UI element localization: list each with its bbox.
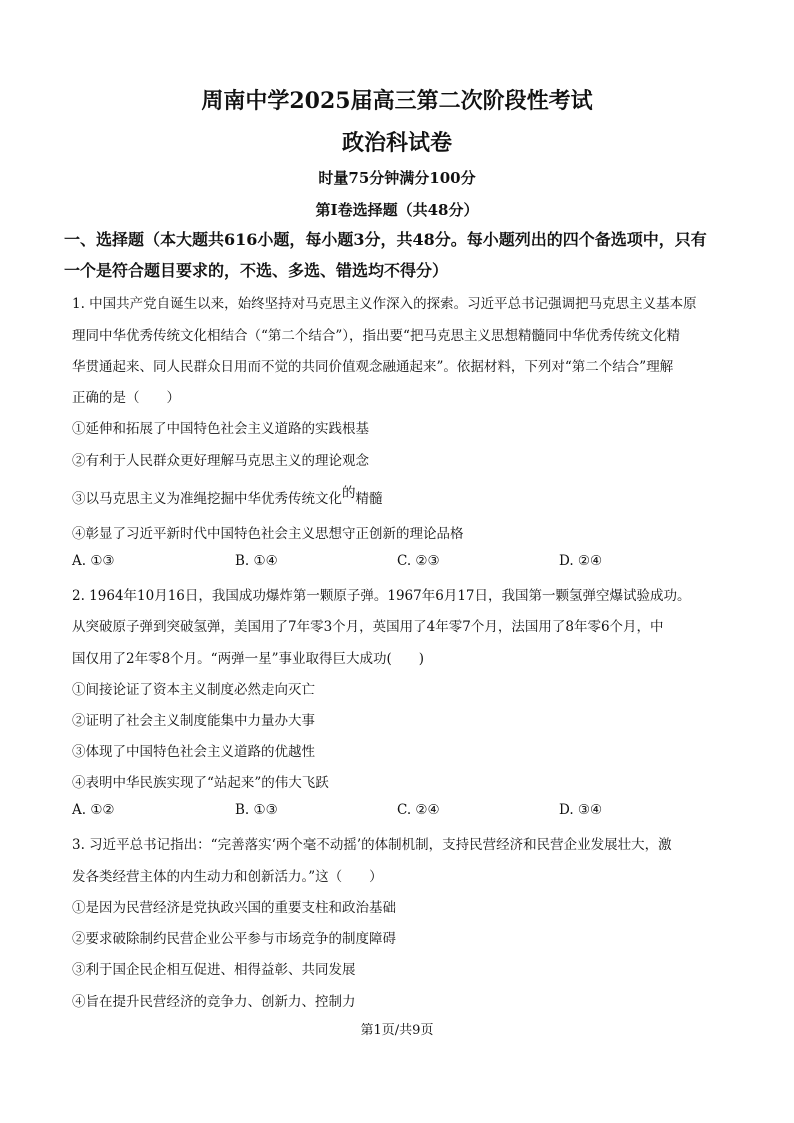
question-stem-line: 2. 1964年10月16日，我国成功爆炸第一颗原子弹。1967年6月17日，我国第一颗氢弹空爆试验成功。 [72, 588, 691, 604]
answer-option-b: B. ①④ [235, 553, 278, 569]
question-statement: ①延伸和拓展了中国特色社会主义道路的实践根基 [72, 421, 369, 437]
question-statement [72, 487, 383, 507]
question-stem-line: 国仅用了2年零8个月。“两弹一星”事业取得巨大成功( ) [72, 651, 425, 667]
answer-option-c: C. ②④ [397, 802, 440, 818]
question-statement: ③体现了中国特色社会主义道路的优越性 [72, 744, 315, 760]
question-stem-line: 从突破原子弹到突破氢弹，美国用了7年零3个月，英国用了4年零7个月，法国用了8年零6个月，中 [72, 619, 664, 635]
answer-option-d: D. ②④ [559, 553, 603, 569]
question-stem-line: 发各类经营主体的内生动力和创新活力。”这（ ） [72, 869, 383, 885]
answer-option-a: A. ①③ [72, 553, 115, 569]
question-statement: ①是因为民营经济是党执政兴国的重要支柱和政治基础 [72, 900, 396, 916]
question-statement: ④彰显了习近平新时代中国特色社会主义思想守正创新的理论品格 [72, 526, 464, 542]
statement-text: ③以马克思主义为准绳挖掘中华优秀传统文化 [72, 491, 342, 507]
answer-option-a: A. ①② [72, 802, 115, 818]
question-statement: ②有利于人民群众更好理解马克思主义的理论观念 [72, 453, 369, 469]
question-stem-line: 华贯通起来、同人民群众日用而不觉的共同价值观念融通起来”。依据材料，下列对“第二个结合”理解 [72, 359, 674, 375]
section-instructions [64, 224, 736, 286]
page-number: 第1页/共9页 [360, 1023, 434, 1038]
part-title: 第Ⅰ卷选择题（共48分） [315, 201, 479, 219]
answer-option-c: C. ②③ [397, 553, 440, 569]
subject-title: 政治科试卷 [341, 130, 452, 156]
statement-superscript: 的 [342, 485, 356, 501]
exam-title: 周南中学2025届高三第二次阶段性考试 [201, 88, 593, 114]
question-stem-line: 正确的是（ ） [72, 390, 180, 406]
answer-option-b: B. ①③ [235, 802, 278, 818]
answer-option-d: D. ③④ [559, 802, 603, 818]
question-stem-line: 理同中华优秀传统文化相结合（“第二个结合”），指出要“把马克思主义思想精髓同中华优秀传统文化精 [72, 328, 680, 344]
time-score-line: 时量75分钟满分100分 [318, 169, 476, 187]
question-statement: ②证明了社会主义制度能集中力量办大事 [72, 713, 315, 729]
question-statement: ④表明中华民族实现了“站起来”的伟大飞跃 [72, 775, 329, 791]
question-stem-line: 3. 习近平总书记指出：“完善落实‘两个毫不动摇’的体制机制，支持民营经济和民营企业发展壮大，激 [72, 837, 672, 853]
section-instructions-line: 一、选择题（本大题共616小题，每小题3分，共48分。每小题列出的四个备选项中，只有 [64, 230, 707, 249]
question-statement: ①间接论证了资本主义制度必然走向灭亡 [72, 682, 315, 698]
section-instructions-line: 一个是符合题目要求的，不选、多选、错选均不得分） [64, 261, 449, 280]
question-stem-line: 1. 中国共产党自诞生以来，始终坚持对马克思主义作深入的探索。习近平总书记强调把马克思主义基本原 [72, 296, 697, 312]
question-statement: ②要求破除制约民营企业公平参与市场竞争的制度障碍 [72, 931, 396, 947]
question-statement: ④旨在提升民营经济的竞争力、创新力、控制力 [72, 994, 356, 1010]
statement-text: 精髓 [355, 491, 383, 507]
question-statement: ③利于国企民企相互促进、相得益彰、共同发展 [72, 962, 356, 978]
